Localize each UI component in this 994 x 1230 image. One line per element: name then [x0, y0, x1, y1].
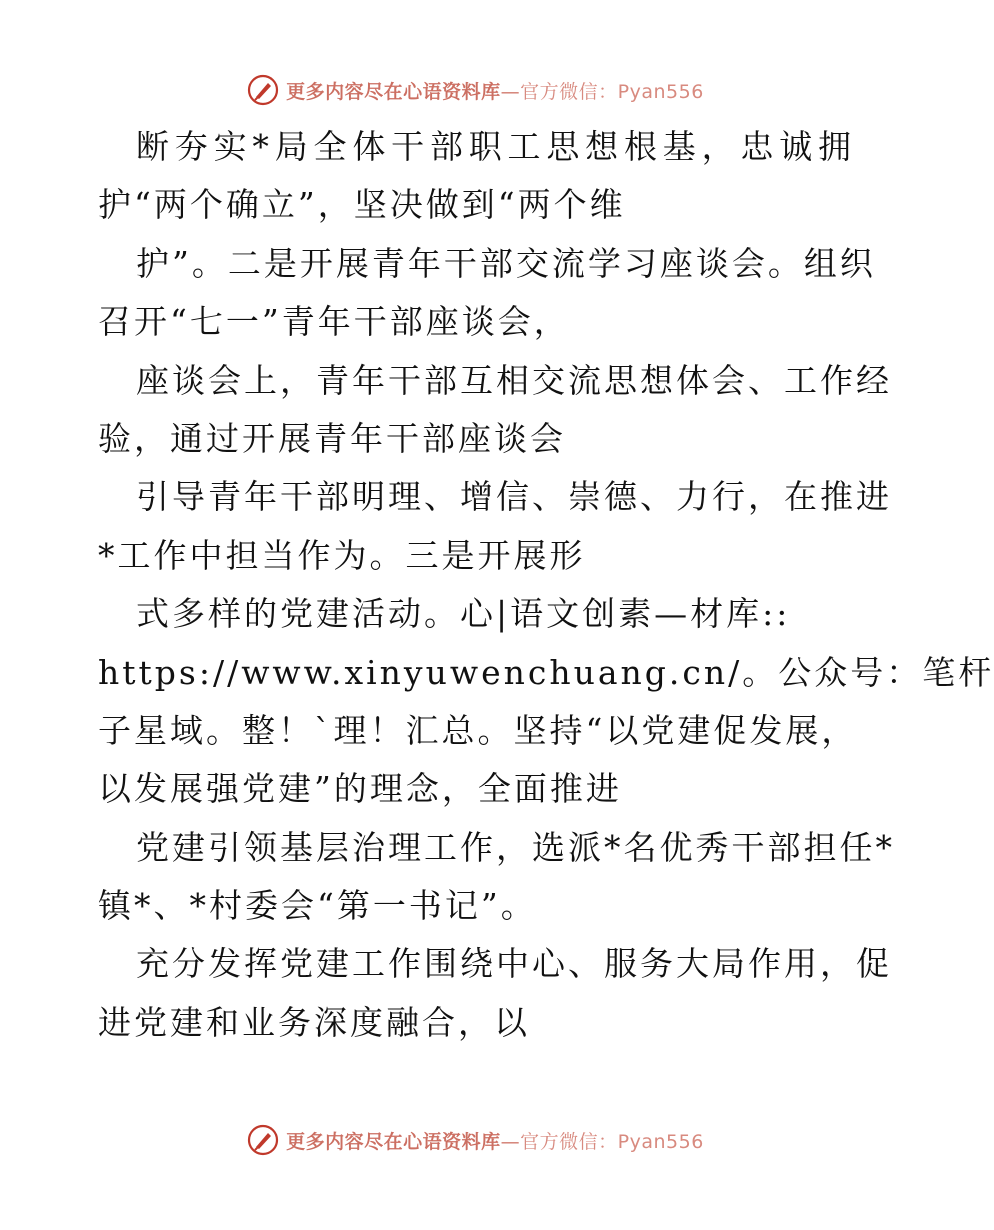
document-body — [98, 118, 994, 1052]
header-banner — [0, 68, 950, 112]
body-line: 护“两个确立”，坚决做到“两个维 — [98, 185, 626, 225]
body-line: 验，通过开展青年干部座谈会 — [98, 418, 566, 458]
footer-contact: 官方微信：Pyan556 — [520, 1130, 704, 1153]
body-line: https://www.xinyuwenchuang.cn/。公众号：笔杆 — [98, 652, 994, 692]
body-line: 护”。二是开展青年干部交流学习座谈会。组织 — [136, 243, 876, 283]
footer-separator: — — [500, 1130, 521, 1153]
body-line: 子星域。整！`理！汇总。坚持“以党建促发展， — [98, 710, 858, 750]
body-line: 召开“七一”青年干部座谈会， — [98, 302, 570, 342]
body-line: 进党建和业务深度融合，以 — [98, 1002, 530, 1042]
body-line: 党建引领基层治理工作，选派*名优秀干部担任* — [136, 827, 895, 867]
header-separator: — — [500, 80, 521, 103]
footer-banner — [0, 1118, 950, 1162]
body-line: 以发展强党建”的理念，全面推进 — [98, 769, 622, 809]
footer-brand: 更多内容尽在心语资料库 — [286, 1130, 501, 1153]
header-banner-text — [286, 77, 704, 104]
body-line: 引导青年干部明理、增信、崇德、力行，在推进 — [136, 477, 892, 517]
quill-pen-circle-icon — [246, 73, 280, 107]
body-line: 断夯实*局全体干部职工思想根基，忠诚拥 — [136, 127, 854, 166]
body-line: 座谈会上，青年干部互相交流思想体会、工作经 — [136, 360, 892, 400]
body-line: 充分发挥党建工作围绕中心、服务大局作用，促 — [136, 944, 892, 984]
body-line: 式多样的党建活动。心|语文创素—材库:: — [136, 594, 791, 634]
footer-banner-text — [286, 1127, 704, 1154]
header-contact: 官方微信：Pyan556 — [520, 80, 704, 103]
header-brand: 更多内容尽在心语资料库 — [286, 80, 501, 103]
body-line: 镇*、*村委会“第一书记”。 — [98, 886, 537, 926]
body-line: *工作中担当作为。三是开展形 — [98, 535, 586, 575]
quill-pen-circle-icon — [246, 1123, 280, 1157]
